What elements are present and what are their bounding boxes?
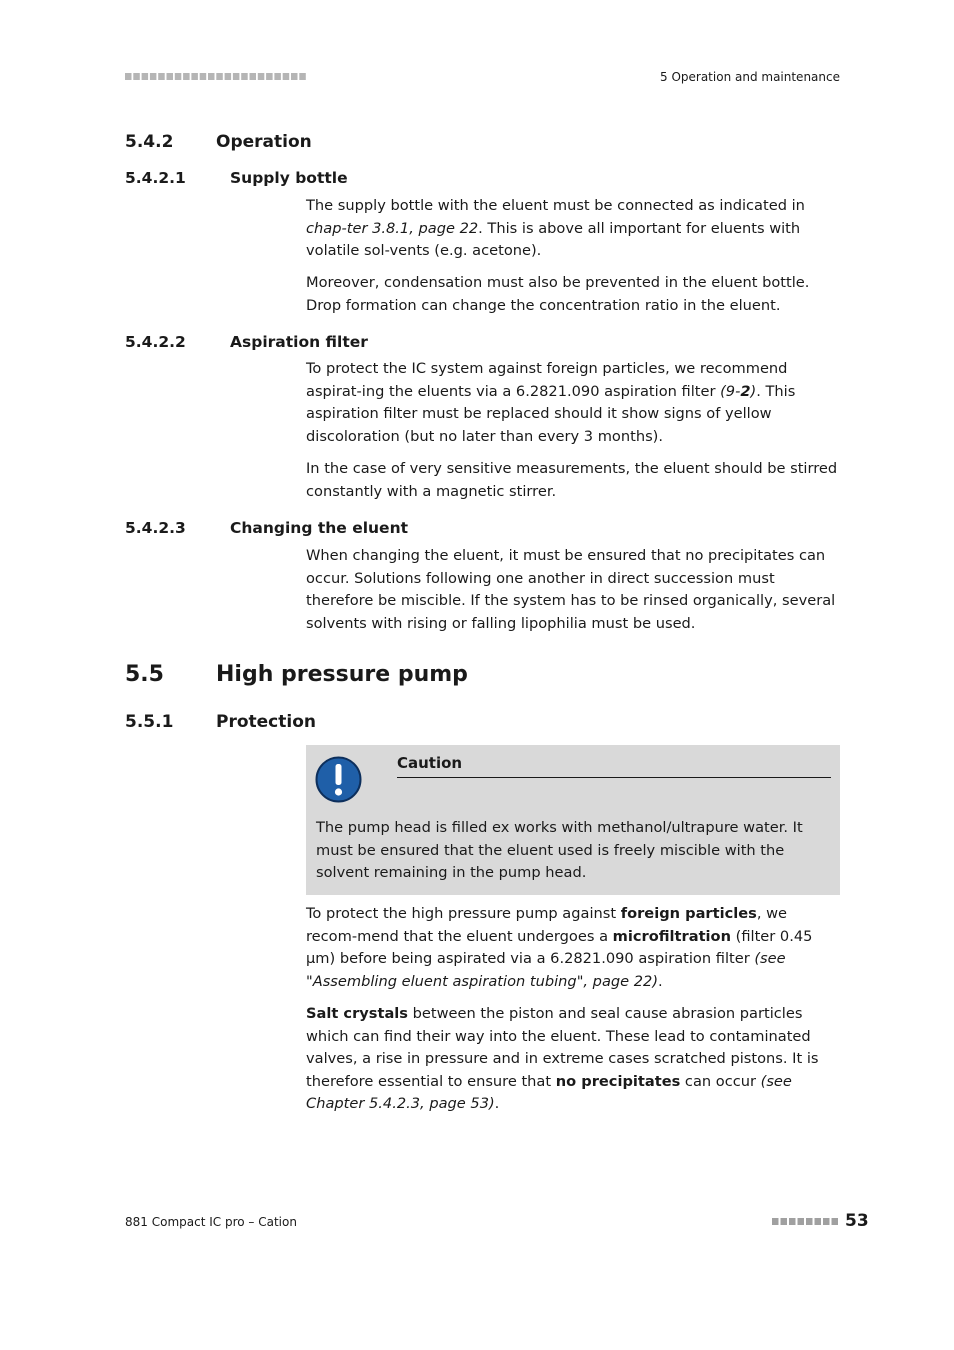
- paragraph-text: [306, 358, 842, 448]
- decoration-square: [266, 73, 273, 80]
- page-number: 53: [845, 1211, 869, 1231]
- bold-term: foreign particles: [620, 905, 757, 922]
- decoration-square: [142, 73, 149, 80]
- chapter-number: 5.5: [125, 662, 164, 687]
- decoration-square: [291, 73, 298, 80]
- decoration-square: [208, 73, 215, 80]
- paragraph: [306, 545, 842, 635]
- decoration-square: [274, 73, 281, 80]
- text: .: [494, 1095, 500, 1113]
- footer-product-name: 881 Compact IC pro – Cation: [125, 1215, 297, 1229]
- decoration-square: [250, 73, 257, 80]
- decoration-square: [167, 73, 174, 80]
- subsection-title: Supply bottle: [230, 169, 348, 187]
- decoration-square: [806, 1218, 813, 1225]
- decoration-square: [200, 73, 207, 80]
- text: 2: [740, 382, 751, 400]
- decoration-square: [283, 73, 290, 80]
- paragraph: [306, 195, 842, 263]
- caution-divider: [397, 777, 831, 778]
- paragraph: [306, 903, 842, 993]
- text: To protect the IC system against foreign particles, we recommend aspirat-ing the eluents via a 6.2821.090 aspiration filter: [306, 360, 788, 400]
- text: , we recom-mend that the eluent undergoes a: [306, 905, 788, 945]
- paragraph: [306, 358, 842, 448]
- paragraph: [306, 1003, 842, 1116]
- bold-term: microfiltration: [612, 927, 731, 945]
- text: between the piston and seal cause abrasion particles which can find their way into the eluent. These lead to contaminated valves, a rise in pressure and in extreme cases scratched pistons. It is therefore essential to ensure that: [306, 1005, 819, 1090]
- decoration-square: [815, 1218, 822, 1225]
- decoration-square: [772, 1218, 779, 1225]
- exclamation-icon: [315, 756, 362, 803]
- text: . This aspiration filter must be replaced should it show signs of yellow discoloration (but no later than every 3 months).: [306, 382, 796, 445]
- text: The supply bottle with the eluent must be connected as indicated in: [306, 197, 805, 214]
- text: ): [750, 382, 757, 400]
- header-decoration-squares: [125, 73, 307, 80]
- decoration-square: [133, 73, 140, 80]
- caution-title: Caution: [397, 754, 463, 772]
- decoration-square: [832, 1218, 839, 1225]
- decoration-square: [125, 73, 132, 80]
- decoration-square: [183, 73, 190, 80]
- cross-reference-link[interactable]: (see Chapter 5.4.2.3, page 53): [306, 1072, 792, 1113]
- paragraph-text: In the case of very sensitive measurements, the eluent should be stirred constantly with a magnetic stirrer.: [306, 460, 838, 500]
- text: (filter 0.45 µm) before being aspirated via a 6.2821.090 aspiration filter: [306, 927, 813, 968]
- running-header: 5 Operation and maintenance: [660, 70, 840, 84]
- text: can occur: [680, 1072, 761, 1090]
- decoration-square: [781, 1218, 788, 1225]
- decoration-square: [158, 73, 165, 80]
- paragraph-text: When changing the eluent, it must be ensured that no precipitates can occur. Solutions following one another in direct succession must therefore be miscible. If the system has to be rinsed organically, several solvents with rising or falling lipophilia must be used.: [306, 547, 836, 632]
- caution-text: The pump head is filled ex works with methanol/ultrapure water. It must be ensured that the eluent used is freely miscible with the solvent remaining in the pump head.: [316, 819, 803, 882]
- section-number: 5.5.1: [125, 712, 174, 732]
- decoration-square: [258, 73, 265, 80]
- decoration-square: [175, 73, 182, 80]
- subsection-number: 5.4.2.1: [125, 169, 186, 187]
- chapter-title: High pressure pump: [216, 662, 468, 687]
- text: .: [658, 972, 663, 990]
- decoration-square: [150, 73, 157, 80]
- section-number: 5.4.2: [125, 132, 174, 152]
- decoration-square: [789, 1218, 796, 1225]
- subsection-number: 5.4.2.2: [125, 333, 186, 351]
- decoration-square: [216, 73, 223, 80]
- cross-reference-link[interactable]: chap-ter 3.8.1, page 22: [306, 219, 479, 237]
- subsection-title: Changing the eluent: [230, 519, 409, 537]
- paragraph-text: [306, 903, 842, 993]
- paragraph: [306, 272, 842, 317]
- decoration-square: [798, 1218, 805, 1225]
- decoration-square: [191, 73, 198, 80]
- section-title: Protection: [216, 712, 316, 732]
- decoration-square: [225, 73, 232, 80]
- paragraph-text: [306, 195, 842, 263]
- paragraph-text: [306, 1003, 842, 1116]
- text: . This is above all important for eluents with volatile sol-vents (e.g. acetone).: [306, 219, 801, 260]
- bold-term: no precipitates: [555, 1072, 681, 1090]
- subsection-title: Aspiration filter: [230, 333, 368, 351]
- text: To protect the high pressure pump against: [306, 905, 621, 922]
- decoration-square: [233, 73, 240, 80]
- figure-reference[interactable]: [720, 383, 756, 400]
- section-title: Operation: [216, 132, 312, 152]
- subsection-number: 5.4.2.3: [125, 519, 186, 537]
- decoration-square: [823, 1218, 830, 1225]
- bold-term: Salt crystals: [306, 1005, 408, 1022]
- decoration-square: [241, 73, 248, 80]
- cross-reference-link[interactable]: (see "Assembling eluent aspiration tubing", page 22): [306, 950, 786, 990]
- paragraph-text: Moreover, condensation must also be prevented in the eluent bottle. Drop formation can change the concentration ratio in the eluent.: [306, 274, 810, 314]
- paragraph: [306, 458, 842, 503]
- decoration-square: [299, 73, 306, 80]
- text: (9-: [720, 382, 741, 400]
- footer-decoration-squares: [772, 1218, 840, 1225]
